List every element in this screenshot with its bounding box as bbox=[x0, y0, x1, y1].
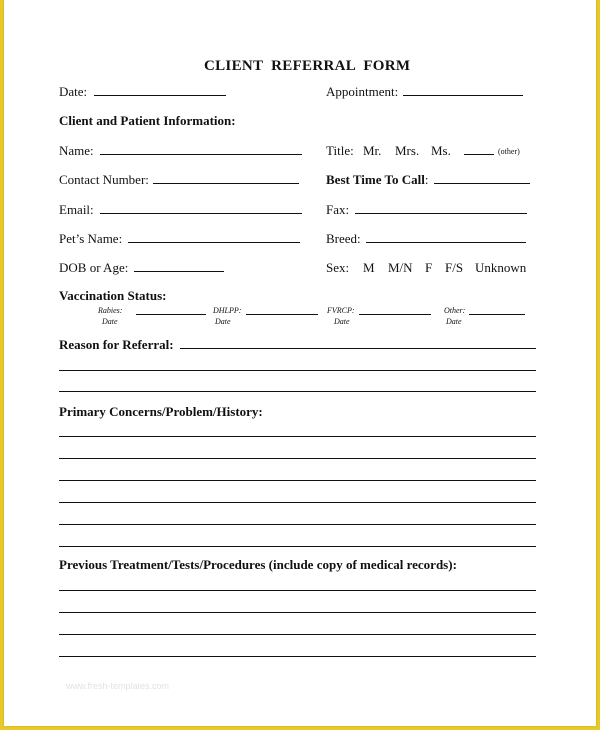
treatment-line[interactable] bbox=[59, 634, 536, 635]
vaccine-other-date-label: Date bbox=[446, 317, 462, 326]
reason-line[interactable] bbox=[59, 370, 536, 371]
vaccine-other-label: Other: bbox=[444, 306, 466, 315]
name-label: Name: bbox=[59, 143, 94, 158]
contact-number-label: Contact Number: bbox=[59, 172, 149, 187]
date-field[interactable] bbox=[94, 95, 226, 96]
vaccine-rabies-date-label: Date bbox=[102, 317, 118, 326]
concerns-line[interactable] bbox=[59, 436, 536, 437]
vaccination-heading: Vaccination Status: bbox=[59, 288, 167, 303]
date-label: Date: bbox=[59, 84, 88, 99]
treatment-heading: Previous Treatment/Tests/Procedures (include copy of medical records): bbox=[59, 557, 457, 572]
vaccine-fvrcp-field[interactable] bbox=[359, 314, 431, 315]
vaccine-dhlpp-label: DHLPP: bbox=[213, 306, 242, 315]
email-field[interactable] bbox=[100, 213, 302, 214]
form-title: CLIENT REFERRAL FORM bbox=[204, 58, 411, 74]
fax-label: Fax: bbox=[326, 202, 350, 217]
sex-option-f[interactable]: F bbox=[425, 260, 433, 275]
reason-line[interactable] bbox=[59, 391, 536, 392]
best-time-label: Best Time To Call: bbox=[326, 172, 429, 187]
title-other-field[interactable] bbox=[464, 154, 494, 155]
dob-label: DOB or Age: bbox=[59, 260, 129, 275]
vaccine-dhlpp-date-label: Date bbox=[215, 317, 231, 326]
fax-field[interactable] bbox=[355, 213, 527, 214]
sex-option-fs[interactable]: F/S bbox=[445, 260, 464, 275]
vaccine-rabies-field[interactable] bbox=[136, 314, 206, 315]
email-label: Email: bbox=[59, 202, 94, 217]
concerns-line[interactable] bbox=[59, 480, 536, 481]
sex-option-m[interactable]: M bbox=[363, 260, 375, 275]
pet-name-label: Pet’s Name: bbox=[59, 231, 123, 246]
vaccine-dhlpp-field[interactable] bbox=[246, 314, 318, 315]
treatment-line[interactable] bbox=[59, 612, 536, 613]
sex-label: Sex: bbox=[326, 260, 350, 275]
form-sheet bbox=[4, 0, 596, 726]
concerns-heading: Primary Concerns/Problem/History: bbox=[59, 404, 263, 419]
title-option-mr[interactable]: Mr. bbox=[363, 143, 382, 158]
title-option-ms[interactable]: Ms. bbox=[431, 143, 451, 158]
appointment-field[interactable] bbox=[403, 95, 523, 96]
vaccine-fvrcp-label: FVRCP: bbox=[327, 306, 355, 315]
reason-heading: Reason for Referral: bbox=[59, 337, 174, 352]
treatment-line[interactable] bbox=[59, 590, 536, 591]
breed-label: Breed: bbox=[326, 231, 361, 246]
name-field[interactable] bbox=[100, 154, 302, 155]
client-info-heading: Client and Patient Information: bbox=[59, 113, 236, 128]
pet-name-field[interactable] bbox=[128, 242, 300, 243]
vaccine-fvrcp-date-label: Date bbox=[334, 317, 350, 326]
sex-option-mn[interactable]: M/N bbox=[388, 260, 413, 275]
reason-line[interactable] bbox=[180, 348, 536, 349]
title-label: Title: bbox=[326, 143, 354, 158]
vaccine-rabies-label: Rabies: bbox=[98, 306, 123, 315]
watermark: www.fresh-templates.com bbox=[66, 681, 170, 691]
other-label: (other) bbox=[498, 147, 520, 156]
appointment-label: Appointment: bbox=[326, 84, 399, 99]
best-time-field[interactable] bbox=[434, 183, 530, 184]
concerns-line[interactable] bbox=[59, 502, 536, 503]
treatment-line[interactable] bbox=[59, 656, 536, 657]
title-option-mrs[interactable]: Mrs. bbox=[395, 143, 420, 158]
breed-field[interactable] bbox=[366, 242, 526, 243]
sex-option-unknown[interactable]: Unknown bbox=[475, 260, 527, 275]
concerns-line[interactable] bbox=[59, 546, 536, 547]
dob-field[interactable] bbox=[134, 271, 224, 272]
vaccine-other-field[interactable] bbox=[469, 314, 525, 315]
concerns-line[interactable] bbox=[59, 458, 536, 459]
concerns-line[interactable] bbox=[59, 524, 536, 525]
contact-number-field[interactable] bbox=[153, 183, 299, 184]
